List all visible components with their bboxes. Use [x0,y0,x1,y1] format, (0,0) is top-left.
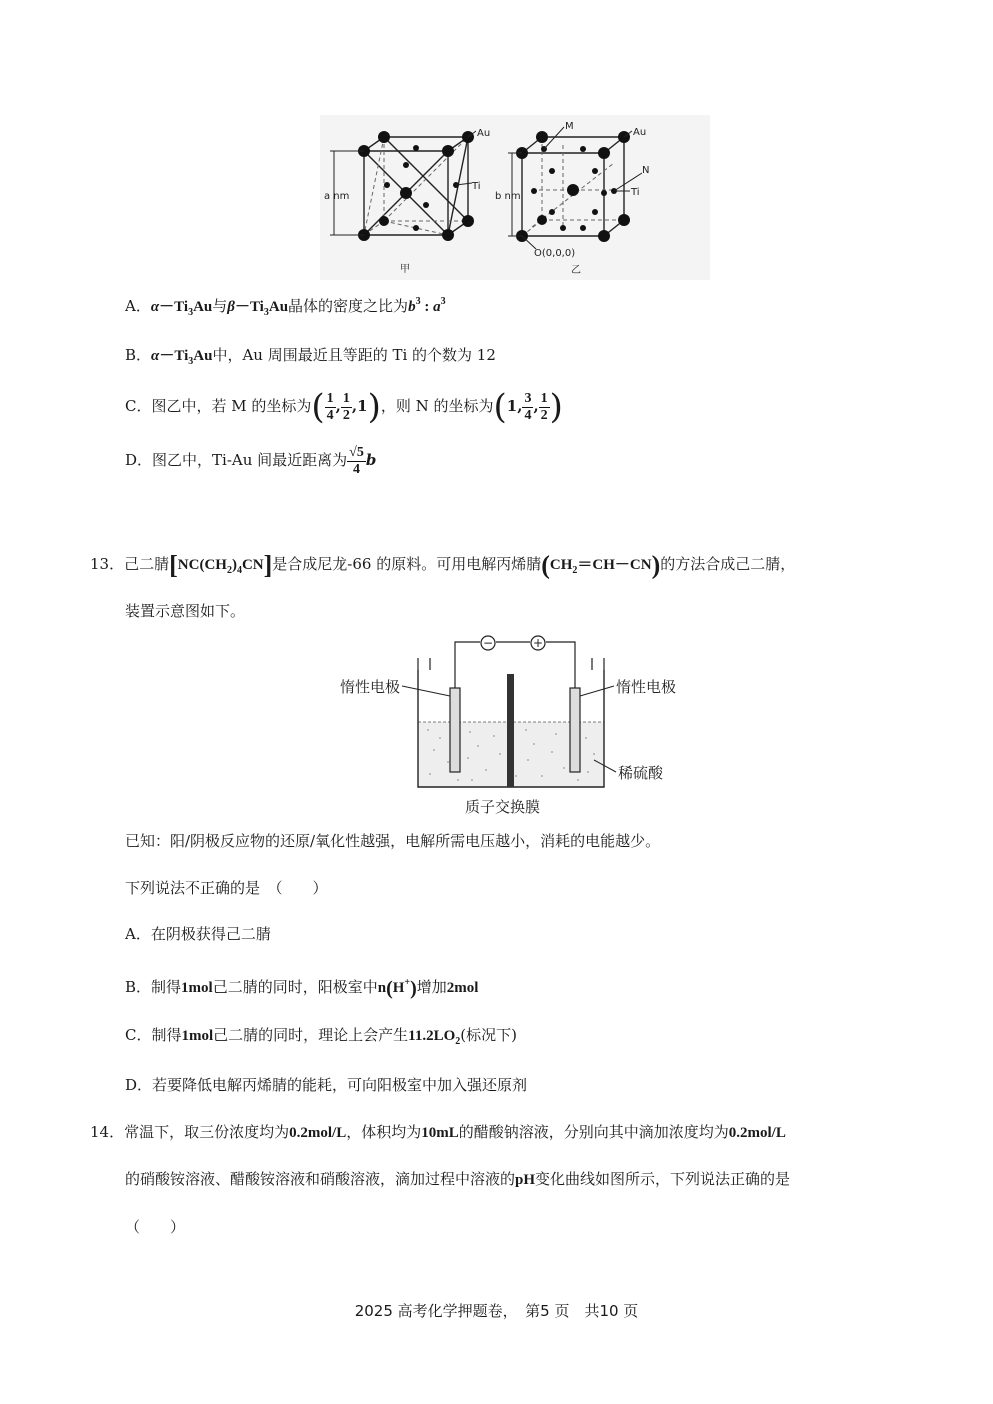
proton-exchange-membrane [507,674,514,787]
label-right-electrode: 惰性电极 [616,678,677,696]
crystal-structure-figure [320,115,710,280]
q14-conc-2: 0.2mol/L [728,1125,786,1141]
label-n: N [642,165,650,176]
label-b-nm: b nm [495,191,521,202]
q13-option-b-amount: 1mol [181,980,213,996]
label-ti-left: Ti [472,181,481,192]
q14-line-2 [125,1169,790,1190]
q13-stem-line-1 [90,549,795,579]
formula-adiponitrile: $[NC(CH_2)_4CN]$ [169,550,273,580]
formula-n-h-plus: n(H+) [377,977,417,1000]
q13-option-b-text-3: 增加 [416,978,447,996]
q13-known-text: 已知：阳/阴极反应物的还原/氧化性越强，电解所需电压越小，消耗的电能越少。 [125,832,661,850]
q13-ask [125,878,328,898]
q13-stem-line-2 [125,601,245,621]
q13-option-c-text-3: (标况下) [460,1026,517,1044]
label-origin: O(0,0,0) [534,248,576,259]
q13-option-d-text: D．若要降低电解丙烯腈的能耗，可向阳极室中加入强还原剂 [125,1076,528,1094]
q13-option-d [125,1075,527,1095]
q12-option-c [125,386,563,426]
option-c-text-1: 图乙中，若 M 的坐标为 [151,397,312,415]
q12-option-b [125,345,496,372]
q13-known [125,831,660,851]
coord-n: (1, $\frac{3}{4}$ , $\frac{1}{2}$ ) [493,387,563,427]
q13-option-a-text: A．在阴极获得己二腈 [125,925,271,943]
option-c-text-2: ，则 N 的坐标为 [380,397,494,415]
anode-electrode [570,688,580,772]
q13-stem-4: 装置示意图如下。 [125,602,246,620]
q13-option-c [125,1025,517,1052]
electrolytic-cell-figure [330,630,700,820]
q14-text-5: 变化曲线如图所示，下列说法正确的是 [535,1170,791,1188]
q14-line-1 [90,1122,786,1143]
q13-number: 13． [90,555,125,573]
label-a-nm: a nm [324,191,350,202]
label-left-electrode: 惰性电极 [340,678,401,696]
q13-stem-1: 己二腈 [124,555,170,573]
label-dilute-sulfuric-acid: 稀硫酸 [618,764,664,782]
option-b-text: 中，Au 周围最近且等距的 Ti 的个数为 12 [212,346,496,364]
formula-beta-ti3au: $\beta-Ti_3Au$ [227,299,289,318]
q14-answer-blank: （ ） [125,1218,186,1236]
q13-option-a [125,924,271,944]
plus-sign: + [533,636,544,650]
q14-volume: 10mL [421,1125,459,1141]
q12-option-d [125,440,376,480]
q14-text-4: 的硝酸铵溶液、醋酸铵溶液和硝酸溶液，滴加过程中溶液的 [125,1170,516,1188]
q14-conc-1: 0.2mol/L [289,1125,347,1141]
option-a-prefix: A． [125,297,151,315]
q13-option-c-text-2: 己二腈的同时，理论上会产生 [213,1026,409,1044]
label-membrane: 质子交换膜 [465,798,541,816]
coord-m: ( $\frac{1}{4}$ , $\frac{1}{2}$ ,1) [311,387,381,427]
distance-formula: $\frac{√5}{4}$ b [349,444,377,477]
caption-left: 甲 [400,264,410,275]
option-a-text: 晶体的密度之比为 [288,297,409,315]
label-ti-right: Ti [631,187,640,198]
minus-sign: − [483,636,494,650]
q13-option-b-text-1: B．制得 [125,978,182,996]
page-footer: 2025 高考化学押题卷， 第5 页 共10 页 [354,1302,639,1320]
q14-text-2: ，体积均为 [346,1123,422,1141]
q13-option-b [125,973,478,999]
q12-option-a [125,292,446,323]
formula-alpha-ti3au: $\alpha-Ti_3Au$ [150,299,213,318]
q14-text-3: 的醋酸钠溶液，分别向其中滴加浓度均为 [458,1123,729,1141]
q13-option-b-text-2: 己二腈的同时，阳极室中 [212,978,378,996]
q13-option-b-amount-2: 2mol [446,980,479,996]
q13-option-c-text-1: C．制得 [125,1026,182,1044]
q13-stem-3: 的方法合成己二腈， [660,555,796,573]
q14-text-1: 常温下，取三份浓度均为 [124,1123,290,1141]
q13-ask-text: 下列说法不正确的是 （ ） [125,879,328,897]
label-au-right: Au [633,127,647,138]
q14-number: 14． [90,1123,125,1141]
formula-acrylonitrile: $(CH_2=CH-CN)$ [541,550,661,580]
label-au-left: Au [477,128,491,139]
q13-option-c-amount: 1mol [181,1028,214,1044]
formula-alpha-ti3au-b: $\alpha-Ti_3Au$ [151,348,213,367]
formula-o2-volume: $11.2LO_2$ [408,1028,461,1047]
cathode-electrode [450,688,460,772]
option-c-prefix: C． [125,397,152,415]
formula-density-ratio: $b^3$ : $a^3$ [408,296,446,315]
q13-stem-2: 是合成尼龙-66 的原料。可用电解丙烯腈 [272,555,542,573]
option-a-text-with: 与 [212,297,228,315]
option-d-text: 图乙中，Ti-Au 间最近距离为 [152,451,348,469]
option-d-prefix: D． [125,451,153,469]
label-m: M [565,121,574,132]
q14-line-3 [125,1217,185,1237]
q14-ph: pH [515,1172,536,1188]
option-b-prefix: B． [125,346,152,364]
caption-right: 乙 [571,265,581,276]
